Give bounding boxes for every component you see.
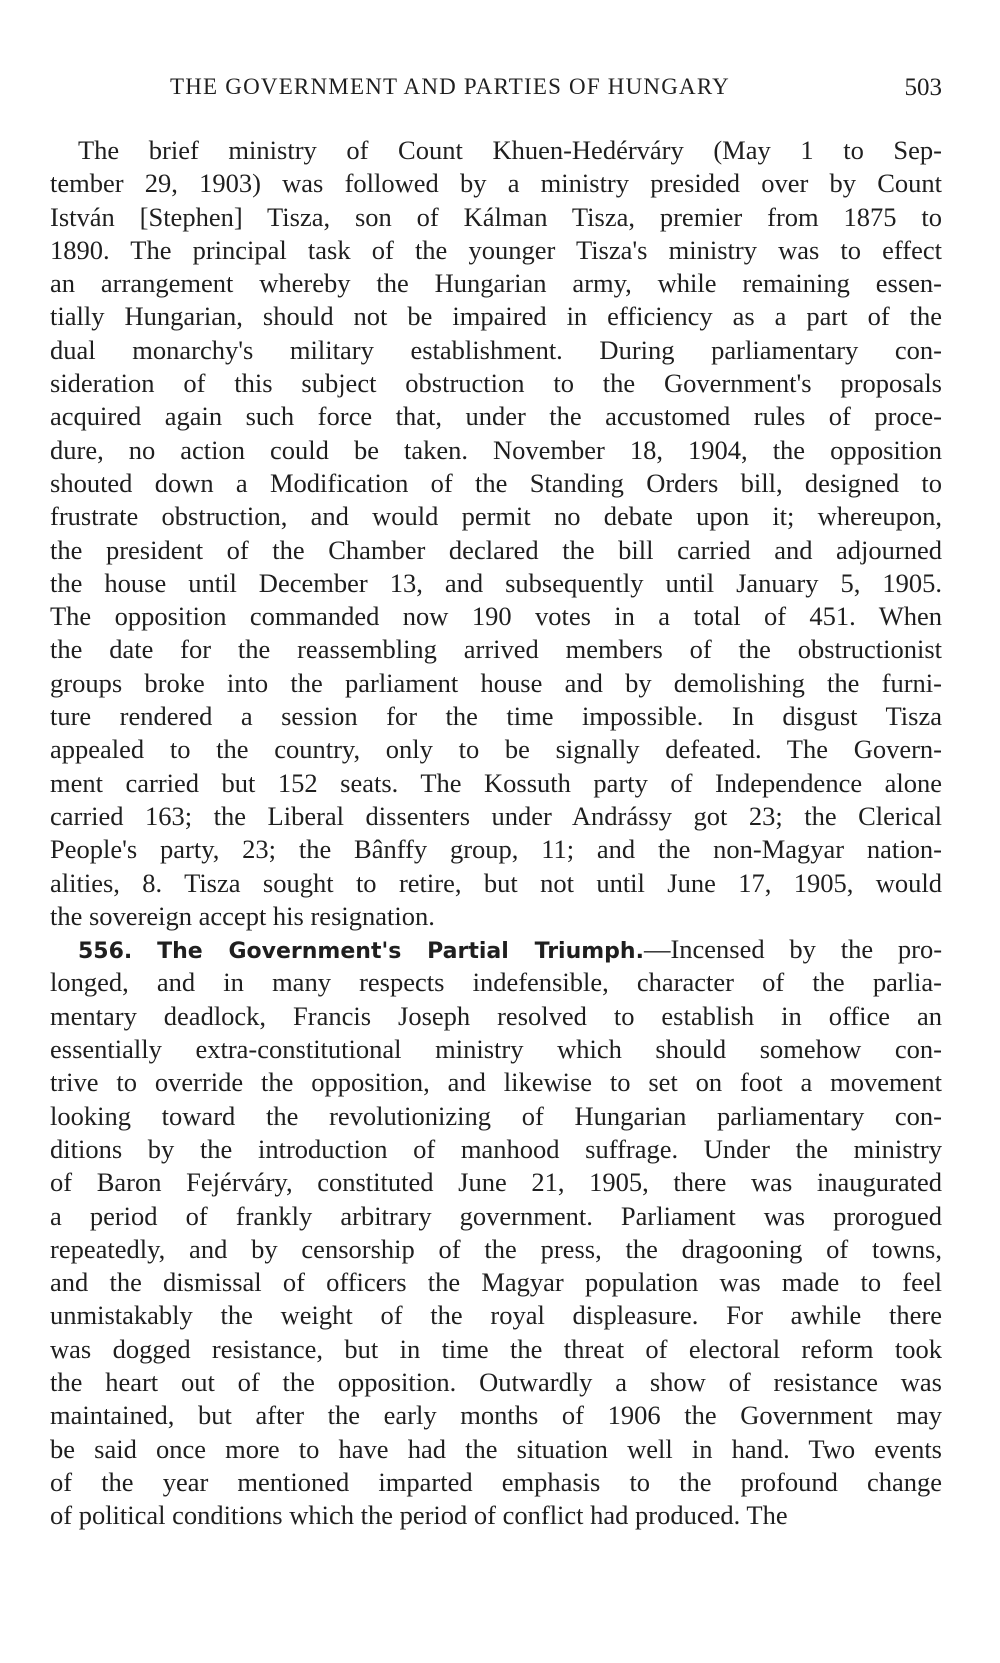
text-line: acquired again such force that, under the accustomed rules of proce- [50, 401, 942, 432]
section-body [50, 966, 942, 1532]
text-line: carried 163; the Liberal dissenters under Andrássy got 23; the Clerical [50, 800, 942, 831]
body-text [50, 134, 942, 1532]
text-line: mentary deadlock, Francis Joseph resolved to establish in office an [50, 1000, 942, 1031]
text-line: longed, and in many respects indefensible, character of the parlia- [50, 967, 942, 998]
text-line: frustrate obstruction, and would permit no debate upon it; whereupon, [50, 501, 942, 532]
running-title: THE GOVERNMENT AND PARTIES OF HUNGARY [170, 74, 730, 99]
text-line: the date for the reassembling arrived members of the obstructionist [50, 634, 942, 665]
text-line: maintained, but after the early months of 1906 the Government may [50, 1400, 942, 1431]
text-line: ditions by the introduction of manhood suffrage. Under the ministry [50, 1133, 942, 1164]
text-line: István [Stephen] Tisza, son of Kálman Tisza, premier from 1875 to [50, 201, 942, 232]
section-title: The Government's Partial Triumph. [157, 939, 644, 965]
text-line [50, 933, 942, 966]
text-line: dure, no action could be taken. November 18, 1904, the opposition [50, 434, 942, 465]
text-line: of the year mentioned imparted emphasis to the profound change [50, 1466, 942, 1497]
text-line: sideration of this subject obstruction to the Government's proposals [50, 368, 942, 399]
text-line: be said once more to have had the situation well in hand. Two events [50, 1433, 942, 1464]
text-line: of political conditions which the period of conflict had produced. The [50, 1500, 788, 1531]
text-line: ment carried but 152 seats. The Kossuth party of Independence alone [50, 767, 942, 798]
text-line: dual monarchy's military establishment. During parliamentary con- [50, 334, 942, 365]
section-556 [50, 933, 942, 1532]
text-line: trive to override the opposition, and likewise to set on foot a movement [50, 1067, 942, 1098]
text-line: ture rendered a session for the time impossible. In disgust Tisza [50, 701, 942, 732]
text-line: repeatedly, and by censorship of the press, the dragooning of towns, [50, 1233, 942, 1264]
text-line: essentially extra-constitutional ministry which should somehow con- [50, 1034, 942, 1065]
text-line: a period of frankly arbitrary government. Parliament was prorogued [50, 1200, 942, 1231]
text-line: alities, 8. Tisza sought to retire, but not until June 17, 1905, would [50, 867, 942, 898]
paragraph-khuen-hedervary [50, 134, 942, 933]
text-line: of Baron Fejérváry, constituted June 21, 1905, there was inaugurated [50, 1167, 942, 1198]
text-line: The brief ministry of Count Khuen-Hedérváry (May 1 to Sep- [78, 135, 942, 165]
text-line: the heart out of the opposition. Outwardly a show of resistance was [50, 1366, 942, 1397]
text-line: the house until December 13, and subsequently until January 5, 1905. [50, 567, 942, 598]
section-number: 556. [78, 939, 133, 965]
text-line: People's party, 23; the Bânffy group, 11; and the non-Magyar nation- [50, 834, 942, 865]
text-line: groups broke into the parliament house and by demolishing the furni- [50, 667, 942, 698]
text-line: shouted down a Modification of the Standing Orders bill, designed to [50, 467, 942, 498]
text-line: unmistakably the weight of the royal displeasure. For awhile there [50, 1300, 942, 1331]
section-first-line-text: —Incensed by the pro- [643, 934, 942, 965]
text-line: looking toward the revolutionizing of Hungarian parliamentary con- [50, 1100, 942, 1131]
text-line: the sovereign accept his resignation. [50, 900, 435, 931]
text-line: was dogged resistance, but in time the threat of electoral reform took [50, 1333, 942, 1364]
text-line: and the dismissal of officers the Magyar population was made to feel [50, 1267, 942, 1298]
text-line: appealed to the country, only to be signally defeated. The Govern- [50, 734, 942, 765]
text-line: an arrangement whereby the Hungarian army, while remaining essen- [50, 268, 942, 299]
text-line: The opposition commanded now 190 votes in a total of 451. When [50, 601, 942, 632]
text-line: tially Hungarian, should not be impaired in efficiency as a part of the [50, 301, 942, 332]
text-line: tember 29, 1903) was followed by a ministry presided over by Count [50, 168, 942, 199]
text-line: 1890. The principal task of the younger Tisza's ministry was to effect [50, 234, 942, 265]
text-line: the president of the Chamber declared the bill carried and adjourned [50, 534, 942, 565]
page-number: 503 [904, 74, 942, 101]
running-head [50, 74, 942, 114]
